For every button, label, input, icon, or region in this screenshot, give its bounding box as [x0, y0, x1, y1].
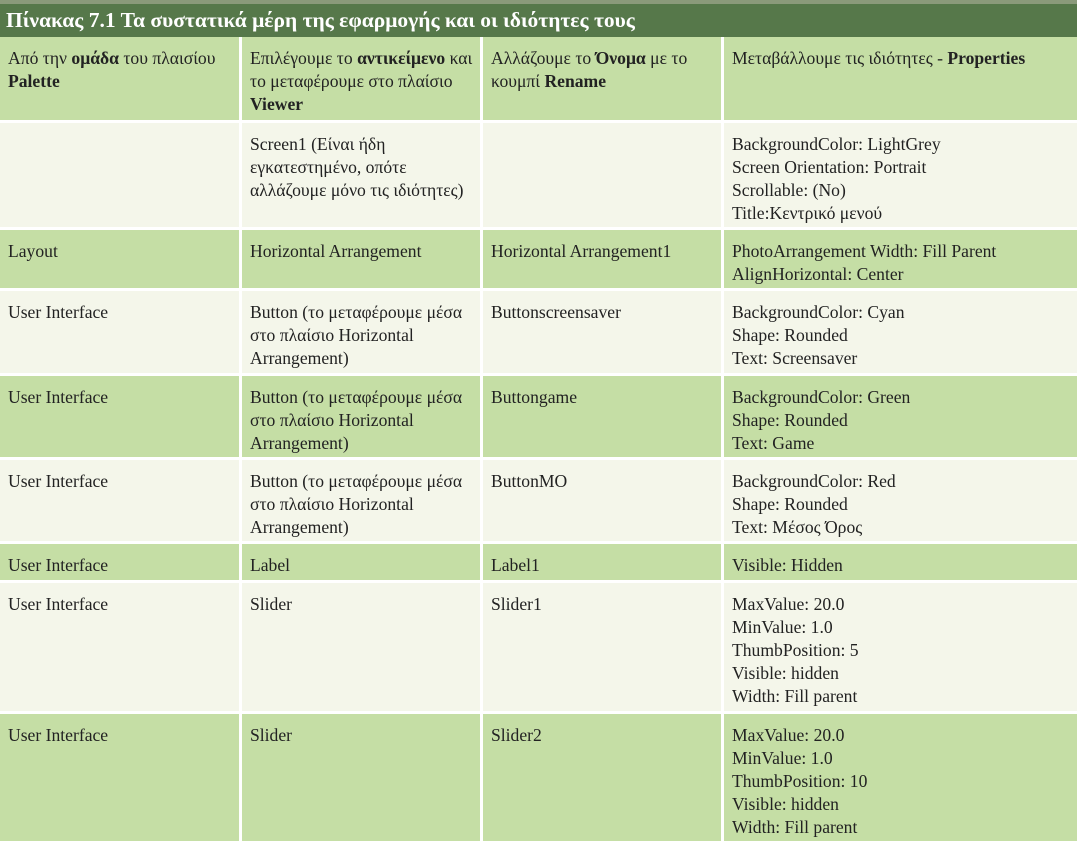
property-line: Visible: Hidden [732, 555, 843, 575]
property-line: BackgroundColor: Green [732, 387, 911, 407]
cell-object: Screen1 (Είναι ήδη εγκατεστημένο, οπότε αλλάζουμε μόνο τις ιδιότητες) [242, 123, 483, 230]
header-bold: Όνομα [595, 48, 646, 68]
table-row [0, 460, 1077, 544]
cell-group [0, 123, 242, 230]
property-line: AlignHorizontal: Center [732, 264, 904, 284]
property-line: MinValue: 1.0 [732, 748, 833, 768]
cell-properties [724, 291, 1077, 376]
table-row [0, 291, 1077, 376]
table-row [0, 714, 1077, 844]
cell-name [483, 123, 724, 230]
cell-object: Label [242, 544, 483, 583]
cell-object: Button (το μεταφέρουμε μέσα στο πλαίσιο Horizontal Arrangement) [242, 376, 483, 460]
property-line: MaxValue: 20.0 [732, 594, 845, 614]
cell-name: Slider2 [483, 714, 724, 844]
header-bold: αντικείμενο [357, 48, 446, 68]
header-text: Μεταβάλλουμε τις ιδιότητες - [732, 48, 948, 68]
property-line: Title:Κεντρικό μενού [732, 203, 883, 223]
header-text: Επιλέγουμε το [250, 48, 358, 68]
property-line: ThumbPosition: 5 [732, 640, 859, 660]
header-bold: Viewer [250, 94, 304, 114]
table-caption: Πίνακας 7.1 Τα συστατικά μέρη της εφαρμογής και οι ιδιότητες τους [0, 4, 1077, 37]
property-line: BackgroundColor: Cyan [732, 302, 905, 322]
header-text: Από την [8, 48, 72, 68]
table-row [0, 230, 1077, 291]
cell-object: Slider [242, 714, 483, 844]
header-bold: Rename [544, 71, 606, 91]
header-text: και το μεταφέρουμε στο πλαίσιο [250, 48, 473, 91]
property-line: Screen Orientation: Portrait [732, 157, 927, 177]
header-row [0, 37, 1077, 123]
header-text: με το κουμπί [491, 48, 688, 91]
header-text: Αλλάζουμε το [491, 48, 596, 68]
property-line: Text: Screensaver [732, 348, 858, 368]
cell-name: Buttongame [483, 376, 724, 460]
property-line: BackgroundColor: Red [732, 471, 896, 491]
property-line: Visible: hidden [732, 794, 839, 814]
cell-properties [724, 544, 1077, 583]
header-cell-name [483, 37, 724, 123]
cell-properties [724, 123, 1077, 230]
table-row [0, 376, 1077, 460]
cell-group: User Interface [0, 544, 242, 583]
cell-name: Label1 [483, 544, 724, 583]
table-row [0, 544, 1077, 583]
cell-name: Horizontal Arrangement1 [483, 230, 724, 291]
cell-object: Button (το μεταφέρουμε μέσα στο πλαίσιο Horizontal Arrangement) [242, 291, 483, 376]
cell-group: User Interface [0, 583, 242, 714]
header-bold: Properties [947, 48, 1026, 68]
property-line: Text: Game [732, 433, 815, 453]
property-line: Shape: Rounded [732, 325, 848, 345]
cell-name: Slider1 [483, 583, 724, 714]
table-row [0, 583, 1077, 714]
property-line: Shape: Rounded [732, 494, 848, 514]
property-line: MaxValue: 20.0 [732, 725, 845, 745]
property-line: PhotoArrangement Width: Fill Parent [732, 241, 997, 261]
cell-properties [724, 460, 1077, 544]
property-line: MinValue: 1.0 [732, 617, 833, 637]
property-line: Width: Fill parent [732, 686, 858, 706]
property-line: Shape: Rounded [732, 410, 848, 430]
property-line: ThumbPosition: 10 [732, 771, 868, 791]
components-table [0, 37, 1077, 844]
cell-group: Layout [0, 230, 242, 291]
header-bold: Palette [8, 71, 60, 91]
cell-object: Button (το μεταφέρουμε μέσα στο πλαίσιο Horizontal Arrangement) [242, 460, 483, 544]
cell-name: Buttonscreensaver [483, 291, 724, 376]
property-line: Width: Fill parent [732, 817, 858, 837]
header-cell-object [242, 37, 483, 123]
cell-group: User Interface [0, 291, 242, 376]
property-line: Text: Μέσος Όρος [732, 517, 863, 537]
header-bold: ομάδα [71, 48, 119, 68]
property-line: Visible: hidden [732, 663, 839, 683]
cell-properties [724, 376, 1077, 460]
header-cell-group [0, 37, 242, 123]
cell-properties [724, 714, 1077, 844]
cell-properties [724, 583, 1077, 714]
property-line: BackgroundColor: LightGrey [732, 134, 941, 154]
cell-group: User Interface [0, 714, 242, 844]
cell-group: User Interface [0, 460, 242, 544]
header-text: του πλαισίου [118, 48, 216, 68]
cell-group: User Interface [0, 376, 242, 460]
cell-object: Horizontal Arrangement [242, 230, 483, 291]
cell-properties [724, 230, 1077, 291]
cell-object: Slider [242, 583, 483, 714]
property-line: Scrollable: (No) [732, 180, 846, 200]
table-row [0, 123, 1077, 230]
cell-name: ButtonMO [483, 460, 724, 544]
header-cell-properties [724, 37, 1077, 123]
